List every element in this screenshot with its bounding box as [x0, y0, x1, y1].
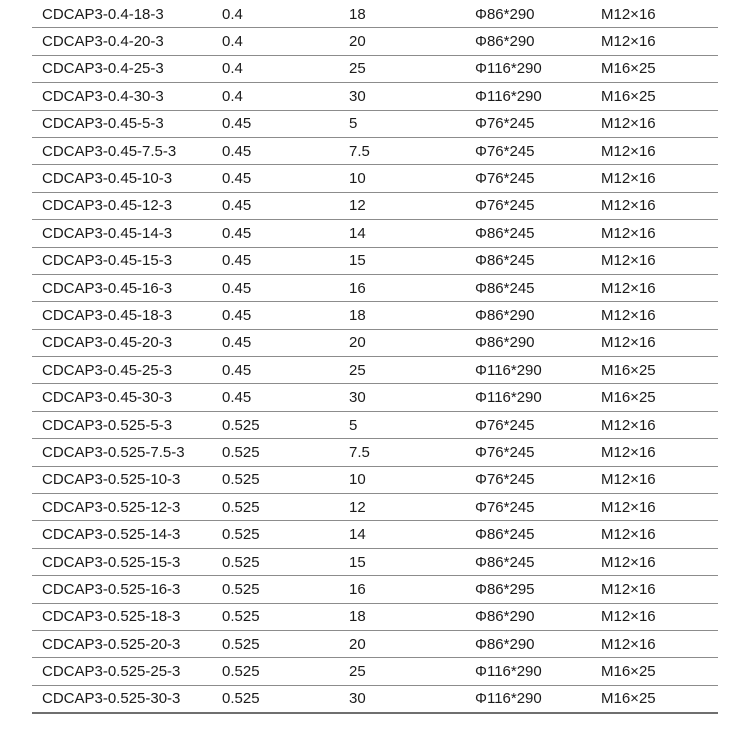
dimension-cell: Φ116*290 — [465, 357, 591, 384]
dimension-cell: Φ86*295 — [465, 576, 591, 603]
voltage-cell: 0.45 — [212, 274, 339, 301]
capacity-cell: 30 — [339, 685, 465, 713]
model-cell: CDCAP3-0.525-16-3 — [32, 576, 212, 603]
model-cell: CDCAP3-0.45-20-3 — [32, 329, 212, 356]
voltage-cell: 0.525 — [212, 466, 339, 493]
thread-cell: M12×16 — [591, 603, 718, 630]
voltage-cell: 0.4 — [212, 55, 339, 82]
table-row — [32, 658, 718, 685]
table-row — [32, 411, 718, 438]
model-cell: CDCAP3-0.525-5-3 — [32, 411, 212, 438]
dimension-cell: Φ86*245 — [465, 247, 591, 274]
thread-cell: M12×16 — [591, 192, 718, 219]
capacity-cell: 30 — [339, 83, 465, 110]
table-row — [32, 384, 718, 411]
table-row — [32, 329, 718, 356]
model-cell: CDCAP3-0.525-7.5-3 — [32, 439, 212, 466]
capacity-cell: 18 — [339, 1, 465, 28]
dimension-cell: Φ76*245 — [465, 411, 591, 438]
model-cell: CDCAP3-0.45-15-3 — [32, 247, 212, 274]
table-row — [32, 521, 718, 548]
model-cell: CDCAP3-0.45-12-3 — [32, 192, 212, 219]
dimension-cell: Φ76*245 — [465, 110, 591, 137]
thread-cell: M12×16 — [591, 439, 718, 466]
thread-cell: M12×16 — [591, 1, 718, 28]
model-cell: CDCAP3-0.4-30-3 — [32, 83, 212, 110]
dimension-cell: Φ86*245 — [465, 274, 591, 301]
voltage-cell: 0.45 — [212, 220, 339, 247]
thread-cell: M12×16 — [591, 521, 718, 548]
voltage-cell: 0.45 — [212, 247, 339, 274]
thread-cell: M12×16 — [591, 576, 718, 603]
thread-cell: M12×16 — [591, 137, 718, 164]
dimension-cell: Φ116*290 — [465, 685, 591, 713]
voltage-cell: 0.45 — [212, 165, 339, 192]
model-cell: CDCAP3-0.525-12-3 — [32, 494, 212, 521]
table-row — [32, 302, 718, 329]
capacity-cell: 25 — [339, 357, 465, 384]
thread-cell: M12×16 — [591, 494, 718, 521]
model-cell: CDCAP3-0.45-16-3 — [32, 274, 212, 301]
table-row — [32, 439, 718, 466]
model-cell: CDCAP3-0.45-10-3 — [32, 165, 212, 192]
thread-cell: M12×16 — [591, 220, 718, 247]
model-cell: CDCAP3-0.525-30-3 — [32, 685, 212, 713]
voltage-cell: 0.4 — [212, 1, 339, 28]
thread-cell: M16×25 — [591, 357, 718, 384]
dimension-cell: Φ116*290 — [465, 55, 591, 82]
capacity-cell: 7.5 — [339, 137, 465, 164]
capacity-cell: 20 — [339, 630, 465, 657]
spec-table-body — [32, 1, 718, 713]
voltage-cell: 0.525 — [212, 521, 339, 548]
table-row — [32, 137, 718, 164]
capacity-cell: 14 — [339, 521, 465, 548]
thread-cell: M12×16 — [591, 110, 718, 137]
capacity-cell: 30 — [339, 384, 465, 411]
table-row — [32, 630, 718, 657]
dimension-cell: Φ86*290 — [465, 302, 591, 329]
capacity-cell: 25 — [339, 55, 465, 82]
voltage-cell: 0.4 — [212, 28, 339, 55]
model-cell: CDCAP3-0.45-25-3 — [32, 357, 212, 384]
capacity-cell: 16 — [339, 576, 465, 603]
voltage-cell: 0.525 — [212, 603, 339, 630]
voltage-cell: 0.525 — [212, 658, 339, 685]
capacity-cell: 25 — [339, 658, 465, 685]
model-cell: CDCAP3-0.525-18-3 — [32, 603, 212, 630]
dimension-cell: Φ86*290 — [465, 28, 591, 55]
model-cell: CDCAP3-0.4-20-3 — [32, 28, 212, 55]
voltage-cell: 0.525 — [212, 685, 339, 713]
table-row — [32, 466, 718, 493]
dimension-cell: Φ116*290 — [465, 658, 591, 685]
capacity-cell: 20 — [339, 28, 465, 55]
voltage-cell: 0.525 — [212, 494, 339, 521]
table-row — [32, 55, 718, 82]
thread-cell: M12×16 — [591, 247, 718, 274]
thread-cell: M16×25 — [591, 55, 718, 82]
thread-cell: M12×16 — [591, 302, 718, 329]
voltage-cell: 0.4 — [212, 83, 339, 110]
thread-cell: M12×16 — [591, 274, 718, 301]
voltage-cell: 0.525 — [212, 630, 339, 657]
model-cell: CDCAP3-0.45-18-3 — [32, 302, 212, 329]
capacity-cell: 10 — [339, 165, 465, 192]
capacity-cell: 7.5 — [339, 439, 465, 466]
dimension-cell: Φ76*245 — [465, 466, 591, 493]
dimension-cell: Φ86*245 — [465, 521, 591, 548]
thread-cell: M12×16 — [591, 630, 718, 657]
model-cell: CDCAP3-0.525-10-3 — [32, 466, 212, 493]
dimension-cell: Φ86*290 — [465, 630, 591, 657]
voltage-cell: 0.45 — [212, 110, 339, 137]
capacity-cell: 18 — [339, 603, 465, 630]
model-cell: CDCAP3-0.45-7.5-3 — [32, 137, 212, 164]
voltage-cell: 0.525 — [212, 548, 339, 575]
capacity-cell: 15 — [339, 247, 465, 274]
dimension-cell: Φ76*245 — [465, 439, 591, 466]
dimension-cell: Φ76*245 — [465, 494, 591, 521]
voltage-cell: 0.45 — [212, 192, 339, 219]
voltage-cell: 0.45 — [212, 302, 339, 329]
voltage-cell: 0.45 — [212, 357, 339, 384]
capacity-cell: 12 — [339, 494, 465, 521]
dimension-cell: Φ76*245 — [465, 192, 591, 219]
thread-cell: M12×16 — [591, 466, 718, 493]
model-cell: CDCAP3-0.45-30-3 — [32, 384, 212, 411]
table-row — [32, 247, 718, 274]
table-row — [32, 494, 718, 521]
thread-cell: M16×25 — [591, 83, 718, 110]
model-cell: CDCAP3-0.45-5-3 — [32, 110, 212, 137]
capacity-cell: 5 — [339, 411, 465, 438]
thread-cell: M12×16 — [591, 28, 718, 55]
model-cell: CDCAP3-0.525-25-3 — [32, 658, 212, 685]
thread-cell: M16×25 — [591, 384, 718, 411]
table-row — [32, 83, 718, 110]
dimension-cell: Φ86*290 — [465, 603, 591, 630]
thread-cell: M12×16 — [591, 329, 718, 356]
model-cell: CDCAP3-0.525-14-3 — [32, 521, 212, 548]
table-row — [32, 576, 718, 603]
model-cell: CDCAP3-0.525-15-3 — [32, 548, 212, 575]
capacity-cell: 5 — [339, 110, 465, 137]
thread-cell: M16×25 — [591, 658, 718, 685]
capacity-cell: 20 — [339, 329, 465, 356]
dimension-cell: Φ116*290 — [465, 83, 591, 110]
voltage-cell: 0.45 — [212, 384, 339, 411]
table-row — [32, 548, 718, 575]
model-cell: CDCAP3-0.525-20-3 — [32, 630, 212, 657]
capacity-cell: 15 — [339, 548, 465, 575]
voltage-cell: 0.525 — [212, 439, 339, 466]
table-row — [32, 192, 718, 219]
model-cell: CDCAP3-0.4-25-3 — [32, 55, 212, 82]
thread-cell: M12×16 — [591, 548, 718, 575]
dimension-cell: Φ76*245 — [465, 165, 591, 192]
voltage-cell: 0.525 — [212, 576, 339, 603]
dimension-cell: Φ86*245 — [465, 220, 591, 247]
dimension-cell: Φ116*290 — [465, 384, 591, 411]
table-row — [32, 603, 718, 630]
table-row — [32, 685, 718, 713]
capacity-cell: 12 — [339, 192, 465, 219]
table-row — [32, 165, 718, 192]
dimension-cell: Φ76*245 — [465, 137, 591, 164]
table-row — [32, 110, 718, 137]
dimension-cell: Φ86*290 — [465, 329, 591, 356]
dimension-cell: Φ86*245 — [465, 548, 591, 575]
table-row — [32, 1, 718, 28]
thread-cell: M16×25 — [591, 685, 718, 713]
model-cell: CDCAP3-0.4-18-3 — [32, 1, 212, 28]
table-row — [32, 28, 718, 55]
voltage-cell: 0.45 — [212, 329, 339, 356]
capacitor-spec-table — [32, 1, 718, 714]
table-row — [32, 220, 718, 247]
capacity-cell: 18 — [339, 302, 465, 329]
capacity-cell: 16 — [339, 274, 465, 301]
thread-cell: M12×16 — [591, 411, 718, 438]
model-cell: CDCAP3-0.45-14-3 — [32, 220, 212, 247]
dimension-cell: Φ86*290 — [465, 1, 591, 28]
capacity-cell: 10 — [339, 466, 465, 493]
table-row — [32, 357, 718, 384]
voltage-cell: 0.45 — [212, 137, 339, 164]
table-row — [32, 274, 718, 301]
thread-cell: M12×16 — [591, 165, 718, 192]
voltage-cell: 0.525 — [212, 411, 339, 438]
capacity-cell: 14 — [339, 220, 465, 247]
